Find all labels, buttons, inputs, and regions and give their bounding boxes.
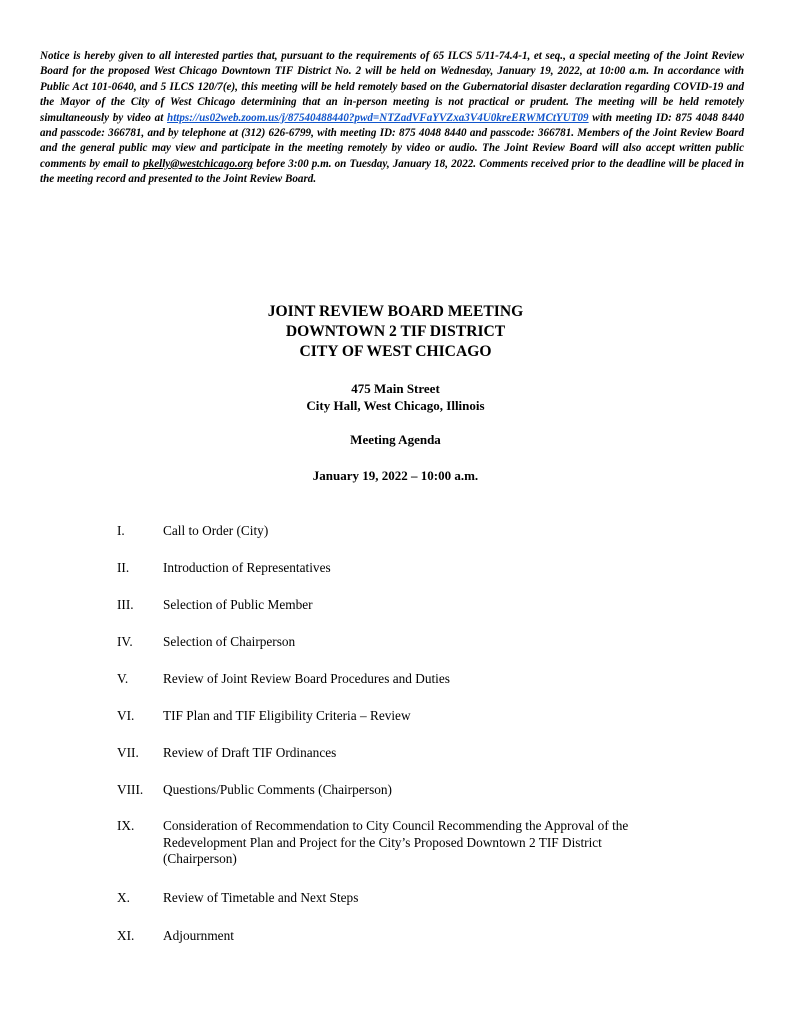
agenda-item-number: IX. [117,818,135,833]
agenda-heading: Meeting Agenda [350,432,441,447]
agenda-item-number: VIII. [117,782,144,797]
agenda-item [117,782,717,799]
notice-text-2: with meeting ID: 875 4048 8440 and passcode: 366781, and by telephone at (312) 626-6799, with meeting ID: 875 4048 8440 and passcode: 366781. Members of the Joint Review Board and the general public may view and participate in the meeting remotely by video or audio. The Joint Review Board will also accept written public comments by email to [40,111,744,170]
agenda-item-number: VII. [117,745,139,760]
agenda-item-text: Selection of Public Member [163,597,313,612]
agenda-item-number: X. [117,890,130,905]
address-city: City Hall, West Chicago, Illinois [306,398,485,413]
agenda-item [117,745,717,762]
agenda-item-text: Review of Draft TIF Ordinances [163,745,337,760]
agenda-item-text: Introduction of Representatives [163,560,331,575]
agenda-item-number: XI. [117,928,135,943]
meeting-notice [40,49,744,188]
agenda-item-text: TIF Plan and TIF Eligibility Criteria – Review [163,708,411,723]
agenda-item [117,708,717,725]
address-street: 475 Main Street [351,381,440,396]
meeting-address [0,380,791,414]
agenda-item [117,597,717,614]
title-line-2: DOWNTOWN 2 TIF DISTRICT [285,323,506,340]
agenda-item [117,523,717,540]
agenda-item-number: VI. [117,708,135,723]
agenda-item-text: Review of Joint Review Board Procedures and Duties [163,671,450,686]
agenda-item-number: V. [117,671,129,686]
agenda-item-text: Adjournment [163,928,234,943]
agenda-item-text: Questions/Public Comments (Chairperson) [163,782,392,797]
comments-email[interactable]: pkelly@westchicago.org [143,157,254,170]
agenda-item-number: II. [117,560,130,575]
notice-text-1: Notice is hereby given to all interested parties that, pursuant to the requirements of 65 ILCS 5/11-74.4-1, et seq., a special meeting of the Joint Review Board for the proposed West Chicago Downtown TIF District No. 2 will be held on Wednesday, January 19, 2022, at 10:00 a.m. In accordance with Public Act 101-0640, and 5 ILCS 120/7(e), this meeting will be held remotely based on the Gubernatorial disaster declaration regarding COVID-19 and the Mayor of the City of West Chicago determining that an in-person meeting is not practical or prudent. The meeting will be held remotely simultaneously by video at [40,50,744,124]
agenda-item-text: Selection of Chairperson [163,634,296,649]
agenda-item [117,928,717,945]
agenda-item-number: III. [117,597,134,612]
agenda-item-text: Consideration of Recommendation to City Council Recommending the Approval of the Redevelopment Plan and Project for the City’s Proposed Downtown 2 TIF District (Chairperson) [163,818,629,866]
agenda-item-text: Call to Order (City) [163,523,269,538]
agenda-item-number: IV. [117,634,133,649]
agenda-item [117,634,717,651]
document-title [0,302,791,362]
meeting-date: January 19, 2022 – 10:00 a.m. [312,468,479,483]
agenda-item-text: Review of Timetable and Next Steps [163,890,359,905]
agenda-item [117,890,717,907]
zoom-meeting-link[interactable]: https://us02web.zoom.us/j/87540488440?pwd=NTZadVFaYVZxa3V4U0kreERWMCtYUT09 [167,111,589,124]
agenda-item-number: I. [117,523,125,538]
title-line-3: CITY OF WEST CHICAGO [299,343,492,360]
title-line-1: JOINT REVIEW BOARD MEETING [267,303,524,320]
notice-text-3: before 3:00 p.m. on Tuesday, January 18, 2022. Comments received prior to the deadline will be placed in the meeting record and presented to the Joint Review Board. [40,157,744,186]
agenda-item [117,818,657,868]
agenda-item [117,560,717,577]
agenda-item [117,671,717,688]
